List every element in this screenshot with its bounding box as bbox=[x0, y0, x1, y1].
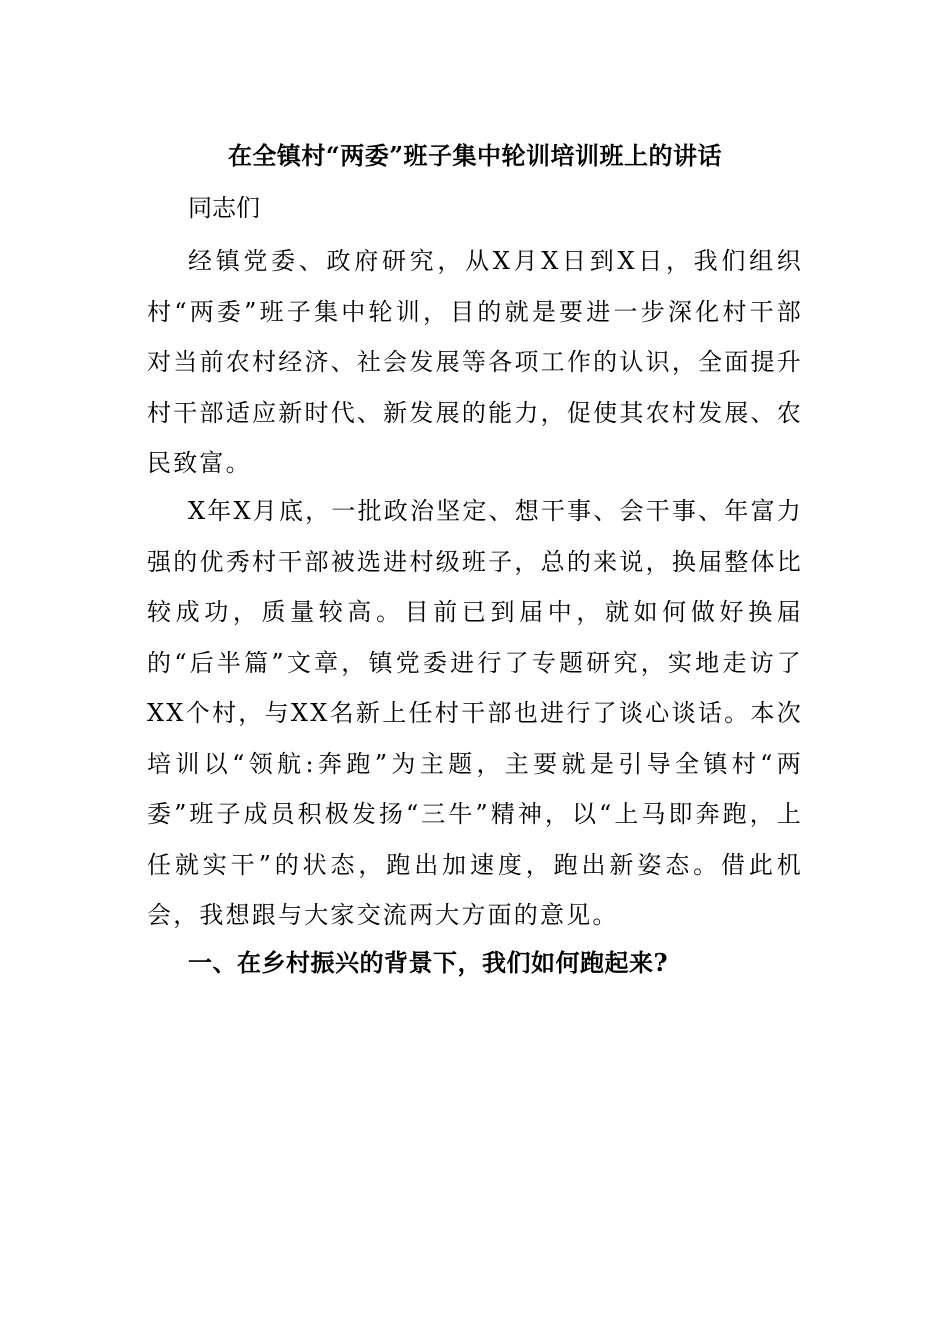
section-heading: 一、在乡村振兴的背景下，我们如何跑起来? bbox=[188, 948, 669, 977]
paragraph-background: X年X月底，一批政治坚定、想干事、会干事、年富力强的优秀村干部被选进村级班子，总的来说，换届整体比较成功，质量较高。目前已到届中，就如何做好换届的“后半篇”文章，镇党委进行了专题研究，实地走访了XX个村，与XX名新上任村干部也进行了谈心谈话。本次培训以“领航:奔跑”为主题，主要就是引导全镇村“两委”班子成员积极发扬“三牛”精神，以“上马即奔跑，上任就实干”的状态，跑出加速度，跑出新姿态。借此机会，我想跟与大家交流两大方面的意见。 bbox=[147, 497, 803, 929]
document-title: 在全镇村“两委”班子集中轮训培训班上的讲话 bbox=[227, 141, 723, 170]
salutation: 同志们 bbox=[188, 194, 260, 222]
paragraph-intro: 经镇党委、政府研究，从X月X日到X日，我们组织村“两委”班子集中轮训，目的就是要进一步深化村干部对当前农村经济、社会发展等各项工作的认识，全面提升村干部适应新时代、新发展的能力，促使其农村发展、农民致富。 bbox=[147, 247, 803, 477]
